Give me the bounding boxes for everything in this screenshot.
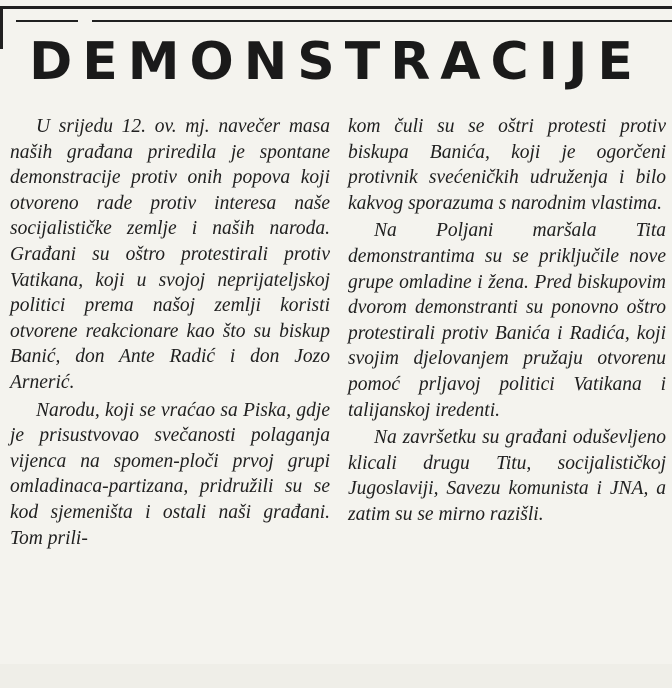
paragraph-right-1: kom čuli su se oštri protesti protiv biskupa Banića, koji je ogorčeni protivnik svećeničkih udruženja i bilo kakvog sporazuma s narodnim vlastima. xyxy=(348,116,666,214)
page-bottom-margin xyxy=(0,664,672,688)
article-headline: DEMONSTRACIJE xyxy=(29,32,643,92)
paragraph-right-3: Na završetku su građani oduševljeno klicali drugu Titu, socijalističkoj Jugoslaviji, Savezu komunista i JNA, a zatim su se mirno razišli. xyxy=(348,427,666,525)
article-column-right xyxy=(348,114,666,528)
article-column-left xyxy=(10,114,330,551)
top-border-rule xyxy=(0,6,672,9)
paragraph-right-2: Na Poljani maršala Tita demonstrantima su se priključile nove grupe omladine i žena. Pred biskupovim dvorom demonstranti su ponovno oštro protestirali protiv Banića i Radića, koji svojim djelovanjem pružaju otvorenu pomoć prljavoj politici Vatikana i talijanskoj iredenti. xyxy=(348,220,666,421)
header-rule-short xyxy=(16,20,78,22)
paragraph-left-2: Narodu, koji se vraćao sa Piska, gdje je prisustvovao svečanosti polaganja vijenca na spomen-ploči prvoj grupi omladinaca-partizana, pridružili su se kod sjemeništa i ostali naši građani. Tom prili- xyxy=(10,399,330,549)
paragraph-left-1: U srijedu 12. ov. mj. navečer masa naših građana priredila je spontane demonstracije protiv onih popova koji otvoreno rade protiv interesa naše socijalističke zemlje i naših naroda. Građani su oštro protestirali protiv Vatikana, koji u svojoj neprijateljskoj politici prema našoj zemlji koristi otvorene reakcionare kao što su biskup Banić, don Ante Radić i don Jozo Arnerić. xyxy=(10,116,330,393)
header-rule-long xyxy=(92,20,672,22)
